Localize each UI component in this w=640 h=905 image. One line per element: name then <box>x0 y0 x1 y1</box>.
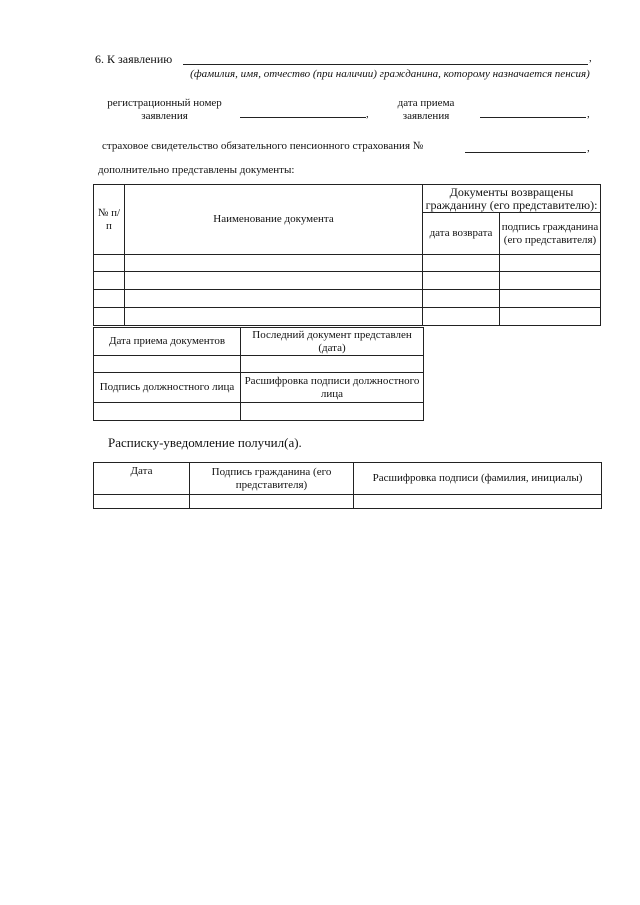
col-num-header: № п/п <box>94 185 125 255</box>
table-cell[interactable] <box>354 495 602 509</box>
snils-line[interactable] <box>465 152 586 153</box>
col-name-header: Наименование документа <box>125 185 423 255</box>
table-cell[interactable] <box>94 308 125 326</box>
additional-docs-label: дополнительно представлены документы: <box>98 164 295 176</box>
reg-number-line[interactable] <box>240 117 366 118</box>
comma-mark: , <box>587 142 590 154</box>
official-table <box>93 327 424 421</box>
last-doc-header: Последний документ представлен (дата) <box>241 328 424 356</box>
table-cell[interactable] <box>125 290 423 308</box>
table-cell[interactable] <box>125 255 423 272</box>
table-cell[interactable] <box>241 356 424 373</box>
table-cell[interactable] <box>423 290 500 308</box>
table-cell[interactable] <box>94 356 241 373</box>
table-cell[interactable] <box>94 290 125 308</box>
documents-table <box>93 184 601 326</box>
table-cell[interactable] <box>94 495 190 509</box>
table-cell[interactable] <box>423 255 500 272</box>
table-cell[interactable] <box>241 403 424 421</box>
receipt-table <box>93 462 602 509</box>
receipt-decode-header: Расшифровка подписи (фамилия, инициалы) <box>354 463 602 495</box>
table-cell[interactable] <box>500 290 601 308</box>
receipt-title: Расписку-уведомление получил(а). <box>108 435 302 450</box>
table-cell[interactable] <box>94 255 125 272</box>
table-cell[interactable] <box>500 255 601 272</box>
reg-number-label: регистрационный номер заявления <box>107 97 222 122</box>
section-label: 6. К заявлению <box>95 52 173 66</box>
signature-decode-header: Расшифровка подписи должностного лица <box>241 373 424 403</box>
table-cell[interactable] <box>190 495 354 509</box>
table-cell[interactable] <box>94 272 125 290</box>
table-cell[interactable] <box>500 272 601 290</box>
col-return-date-header: дата возврата <box>423 213 500 255</box>
table-cell[interactable] <box>94 403 241 421</box>
receipt-signature-header: Подпись гражданина (его представителя) <box>190 463 354 495</box>
table-cell[interactable] <box>500 308 601 326</box>
table-cell[interactable] <box>125 308 423 326</box>
col-returned-header: Документы возвращены гражданину (его представителю): <box>423 185 601 213</box>
col-signature-header: подпись гражданина (его представителя) <box>500 213 601 255</box>
receipt-date-line[interactable] <box>480 117 586 118</box>
official-signature-header: Подпись должностного лица <box>94 373 241 403</box>
table-cell[interactable] <box>125 272 423 290</box>
table-cell[interactable] <box>423 272 500 290</box>
comma-mark: , <box>366 108 369 120</box>
comma-mark: , <box>589 52 592 64</box>
receipt-date-header: Дата приема документов <box>94 328 241 356</box>
applicant-name-hint: (фамилия, имя, отчество (при наличии) гражданина, которому назначается пенсия) <box>190 68 590 80</box>
receipt-date-label: дата приема заявления <box>397 97 455 122</box>
table-cell[interactable] <box>423 308 500 326</box>
comma-mark: , <box>587 108 590 120</box>
receipt-date-header: Дата <box>94 463 190 495</box>
applicant-name-line[interactable] <box>183 64 588 65</box>
snils-label: страховое свидетельство обязательного пенсионного страхования № <box>102 140 424 152</box>
